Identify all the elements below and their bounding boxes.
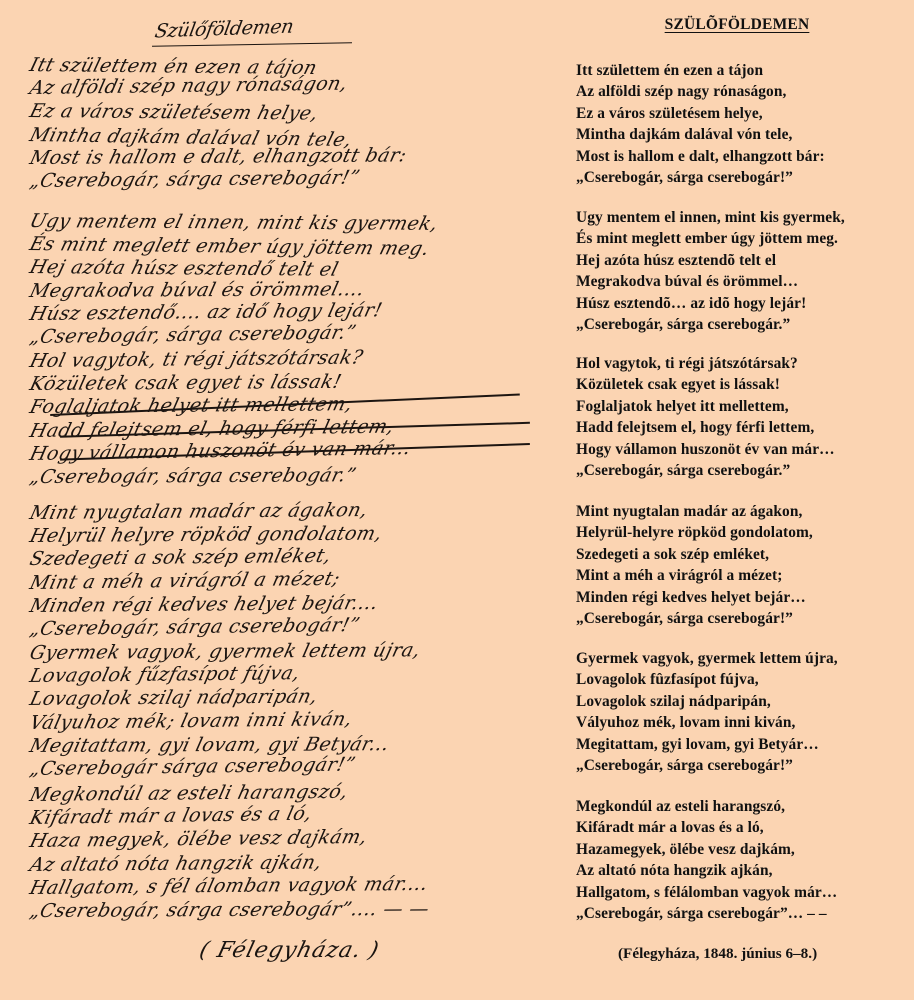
poem-title: SZÜLÕFÖLDEMEN [664, 16, 810, 33]
manuscript-line: Szedegeti a sok szép emléket, [27, 545, 334, 571]
poem-line: Lovagolok fûzfasípot fújva, [576, 671, 759, 689]
manuscript-stanza-2 [27, 210, 550, 349]
poem-line: Mint nyugtalan madár az ágakon, [576, 503, 803, 520]
manuscript-line: Minden régi kedves helyet bejár.... [27, 591, 381, 617]
poem-line: Hazamegyek, ölébe vesz dajkám, [576, 840, 795, 858]
poem-line: Ez a város születésem helye, [576, 104, 763, 122]
manuscript-line: Ez a város születésem helye, [27, 100, 321, 125]
poem-line: „Cserebogár, sárga cserebogár”… – – [576, 904, 827, 922]
poem-transcription [560, 0, 914, 1000]
poem-stanza-6 [576, 796, 906, 924]
poem-line: Szedegeti a sok szép emléket, [576, 545, 770, 563]
manuscript-title-underline [152, 42, 352, 46]
manuscript-line: Lovagolok fűzfasípot fújva, [27, 662, 303, 688]
manuscript-line: „Cserebogár, sárga cserebogár!” [27, 613, 363, 640]
poem-line: Gyermek vagyok, gyermek lettem újra, [576, 650, 838, 667]
poem-line: „Cserebogár, sárga cserebogár!” [576, 609, 793, 627]
manuscript-line: És mint meglett ember úgy jöttem meg. [27, 233, 432, 261]
manuscript-line: „Cserebogár sárga cserebogár!” [27, 753, 358, 780]
poem-line: És mint meglett ember úgy jöttem meg. [576, 230, 838, 248]
manuscript-stanza-3 [27, 346, 550, 489]
manuscript-line-struck: Hadd felejtsem el, hogy férfi lettem, [30, 413, 550, 443]
manuscript-line: „Cserebogár, sárga cserebogár”.... — — [27, 897, 432, 922]
manuscript-line: Lovagolok szilaj nádparipán, [27, 685, 321, 711]
poem-date-place: (Félegyháza, 1848. június 6–8.) [618, 945, 818, 962]
poem-line: Lovagolok szilaj nádparipán, [576, 692, 771, 710]
manuscript-place: ( Félegyháza. ) [196, 938, 382, 963]
manuscript-line: Itt születtem én ezen a tájon [27, 54, 320, 79]
manuscript-stanza-6 [27, 780, 550, 923]
manuscript-line-struck: Hogy vállamon huszonöt év van már... [30, 435, 550, 466]
manuscript-line: Kifáradt már a lovas és a ló, [27, 802, 315, 830]
poem-stanza-3 [576, 353, 906, 481]
poem-line: „Cserebogár, sárga cserebogár!” [576, 168, 793, 186]
poem-line: Az altató nóta hangzik ajkán, [576, 862, 773, 880]
poem-line: Hogy vállamon huszonöt év van már… [576, 440, 835, 458]
poem-line: Hej azóta húsz esztendõ telt el [576, 251, 777, 269]
manuscript-line: „Cserebogár, sárga cserebogár.” [27, 321, 359, 348]
poem-line: Foglaljatok helyet itt mellettem, [576, 397, 789, 415]
manuscript-line: Haza megyek, ölébe vesz dajkám, [27, 826, 370, 853]
poem-line: Vályuhoz mék, lovam inni kiván, [576, 714, 796, 732]
manuscript-title: Szülőföldemen [153, 15, 296, 43]
poem-line: Mintha dajkám dalával vón tele, [576, 126, 793, 144]
poem-line: Megrakodva búval és örömmel… [576, 273, 799, 291]
manuscript-line: Hallgatom, s fél álomban vagyok már.... [27, 872, 431, 899]
poem-stanza-1 [576, 60, 906, 188]
manuscript-line: Most is hallom e dalt, elhangzott bár: [27, 144, 409, 169]
poem-line: Hol vagytok, ti régi játszótársak? [576, 355, 798, 372]
manuscript-line: Az altató nóta hangzik ajkán, [27, 850, 325, 876]
manuscript-line: Mintha dajkám dalával vón tele, [27, 123, 355, 151]
poem-line: Ugy mentem el innen, mint kis gyermek, [576, 209, 845, 226]
manuscript-stanza-5 [27, 639, 550, 781]
poem-line: „Cserebogár, sárga cserebogár.” [576, 461, 791, 479]
poem-line: „Cserebogár, sárga cserebogár!” [576, 756, 793, 774]
manuscript-line: Hol vagytok, ti régi játszótársak? [27, 346, 366, 373]
poem-line: Minden régi kedves helyet bejár… [576, 588, 806, 606]
manuscript-line: Mint a méh a virágról a mézet; [27, 567, 343, 594]
poem-line: Itt születtem én ezen a tájon [576, 62, 764, 79]
poem-stanza-4 [576, 501, 906, 629]
manuscript-line: Megkondúl az esteli harangszó, [27, 780, 351, 807]
manuscript-line: Ugy mentem el innen, mint kis gyermek, [27, 210, 441, 235]
poem-line: Mint a méh a virágról a mézet; [576, 567, 783, 585]
manuscript-stanza-1 [27, 54, 550, 193]
manuscript-line: Hej azóta húsz esztendő telt el [27, 256, 341, 282]
poem-line: Az alföldi szép nagy rónaságon, [576, 83, 787, 101]
manuscript-line: Húsz esztendő.... az idő hogy lejár! [27, 299, 385, 325]
manuscript-line: Közületek csak egyet is lássak! [27, 370, 344, 396]
manuscript-line: Gyermek vagyok, gyermek lettem újra, [27, 639, 423, 665]
poem-stanza-2 [576, 207, 906, 335]
manuscript-stanza-4 [27, 499, 550, 641]
manuscript-line: Megitattam, gyi lovam, gyi Betyár... [27, 732, 392, 757]
poem-line: Megkondúl az esteli harangszó, [576, 798, 786, 815]
poem-line: Kifáradt már a lovas és a ló, [576, 819, 764, 837]
poem-line: Közületek csak egyet is lássak! [576, 376, 781, 394]
manuscript-line: „Cserebogár, sárga cserebogár!” [27, 166, 363, 192]
manuscript-facsimile [27, 14, 550, 990]
manuscript-line: „Cserebogár, sárga cserebogár.” [27, 464, 359, 488]
poem-line: Most is hallom e dalt, elhangzott bár: [576, 147, 825, 165]
manuscript-line: Mint nyugtalan madár az ágakon, [27, 499, 371, 525]
manuscript-line: Megrakodva búval és örömmel.... [27, 277, 367, 302]
poem-line: Megitattam, gyi lovam, gyi Betyár… [576, 735, 819, 753]
poem-line: „Cserebogár, sárga cserebogár.” [576, 315, 791, 333]
manuscript-line: Helyrül helyre röpköd gondolatom, [27, 522, 385, 548]
poem-stanza-5 [576, 648, 906, 776]
poem-line: Hallgatom, s félálomban vagyok már… [576, 883, 838, 901]
manuscript-line-struck: Foglaljatok helyet itt mellettem, [30, 392, 550, 420]
poem-line: Hadd felejtsem el, hogy férfi lettem, [576, 419, 815, 437]
poem-line: Helyrül-helyre röpköd gondolatom, [576, 524, 813, 542]
poem-line: Húsz esztendõ… az idõ hogy lejár! [576, 294, 807, 312]
manuscript-line: Az alföldi szép nagy rónaságon, [27, 72, 350, 100]
manuscript-line: Vályuhoz mék; lovam inni kiván, [27, 707, 355, 734]
